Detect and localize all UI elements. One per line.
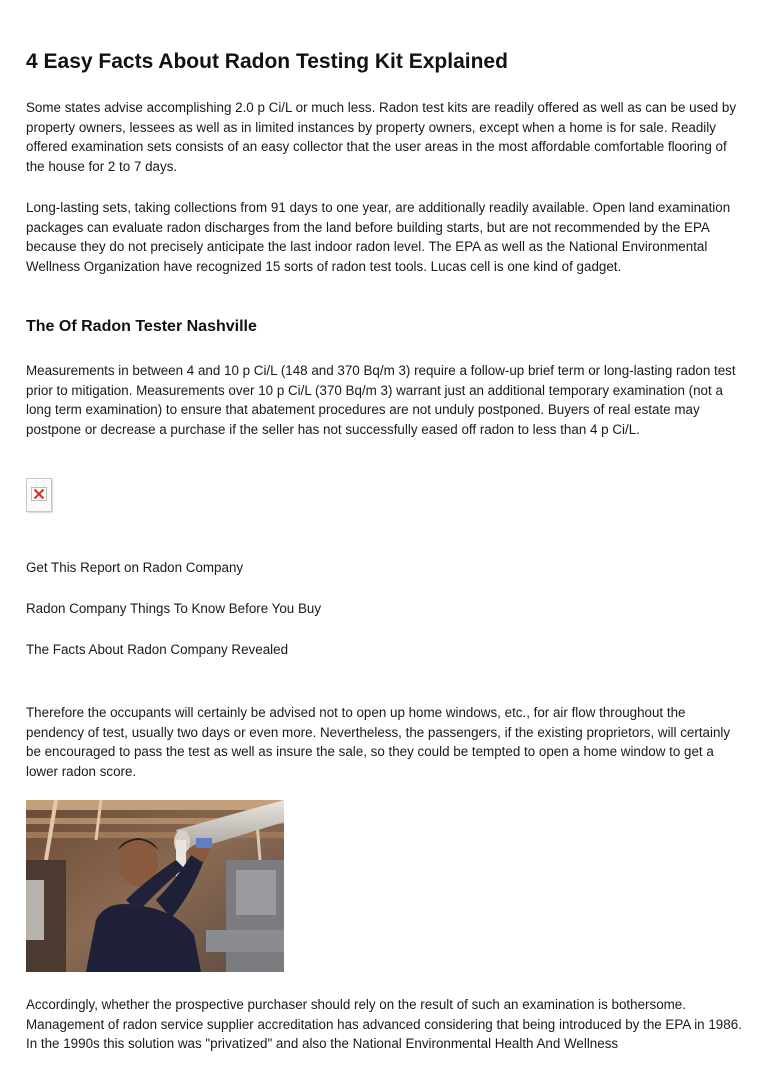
related-link-3[interactable]: The Facts About Radon Company Revealed — [26, 642, 289, 657]
broken-image-icon — [31, 487, 47, 501]
related-link-1[interactable]: Get This Report on Radon Company — [26, 560, 244, 575]
paragraph-5: Accordingly, whether the prospective purchaser should rely on the result of such an examination is bothersome. Management of radon service supplier accreditation has advanced considering that being introduced by the EPA in 1986. In the 1990s this solution was "privatized" and also the National Environmental Health And Wellness — [26, 997, 742, 1051]
broken-image-placeholder — [26, 478, 52, 512]
paragraph-3: Measurements in between 4 and 10 p Ci/L (148 and 370 Bq/m 3) require a follow-up brief term or long-lasting radon test prior to mitigation. Measurements over 10 p Ci/L (370 Bq/m 3) warrant just an additional temporary examination (not a long term examination) to ensure that abatement procedures are not unduly postponed. Buyers of real estate may postpone or decrease a purchase if the seller has not successfully eased off radon to less than 4 p Ci/L. — [26, 363, 736, 437]
paragraph-2: Long-lasting sets, taking collections from 91 days to one year, are additionally readily available. Open land examination packages can evaluate radon discharges from the land before building starts, but are not recommended by the EPA because they do not precisely anticipate the last indoor radon level. The EPA as well as the National Environmental Wellness Organization have recognized 15 sorts of radon test tools. Lucas cell is one kind of gadget. — [26, 200, 731, 274]
paragraph-1: Some states advise accomplishing 2.0 p Ci/L or much less. Radon test kits are readily offered as well as can be used by property owners, lessees as well as in limited instances by property owners, except when a home is for sale. Readily offered examination sets consists of an easy collector that the user areas in the most affordable comfortable flooring of the house for 2 to 7 days. — [26, 100, 737, 174]
paragraph-4: Therefore the occupants will certainly be advised not to open up home windows, etc., for air flow throughout the pendency of test, usually two days or even more. Nevertheless, the passengers, if the existing proprietors, will certainly be encouraged to pass the test as well as insure the sale, so they could be tempted to open a home window to get a lower radon score. — [26, 705, 731, 779]
technician-illustration — [26, 800, 284, 972]
page-title: 4 Easy Facts About Radon Testing Kit Explained — [26, 50, 508, 73]
technician-photo — [26, 800, 284, 972]
related-link-2[interactable]: Radon Company Things To Know Before You Buy — [26, 601, 322, 616]
section-heading: The Of Radon Tester Nashville — [26, 318, 257, 335]
